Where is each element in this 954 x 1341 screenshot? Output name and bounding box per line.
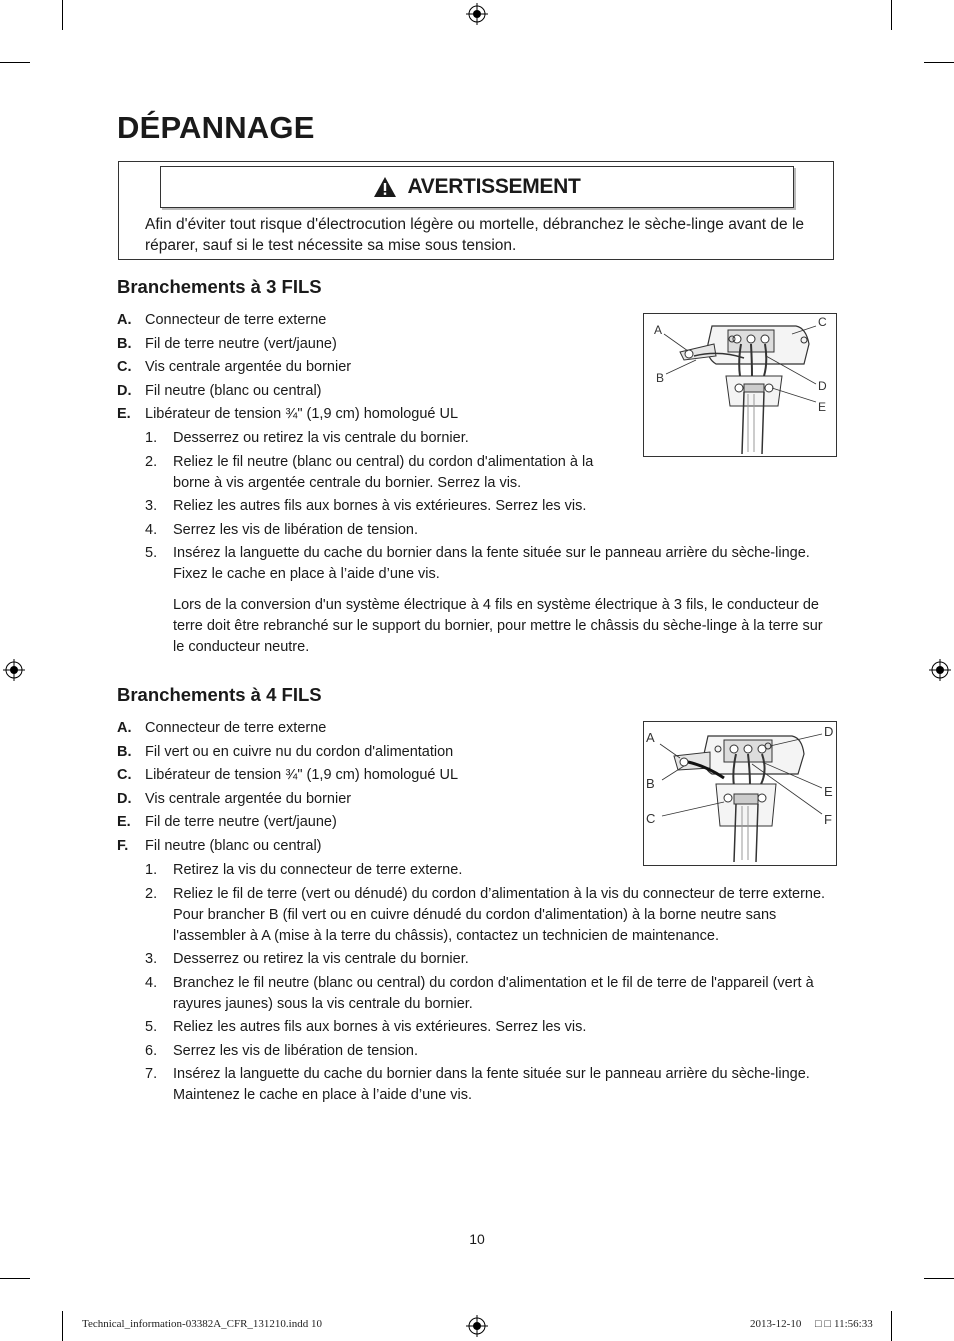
- section-title-4-wire: Branchements à 4 FILS: [117, 684, 322, 705]
- list-item: A. Connecteur de terre externe: [117, 720, 327, 736]
- list-item: E. Fil de terre neutre (vert/jaune): [117, 814, 337, 831]
- list-item: F. Fil neutre (blanc ou central): [117, 837, 322, 854]
- conversion-note: Lors de la conversion d'un système électrique à 4 fils en système électrique à 3 fils, le conducteur de terre doit être rebranché sur le support du bornier, pour mettre le châssis du sèche-linge à la terre sur le conducteur neutre.: [173, 597, 823, 655]
- crop-mark: [924, 62, 954, 63]
- crop-mark: [0, 62, 30, 63]
- terminal-block-illustration: [644, 722, 836, 865]
- list-item: 2. Reliez le fil de terre (vert ou dénudé) du cordon d’alimentation à la vis du connecteur de terre externe. Pour brancher B (fil vert ou en cuivre dénudé du cordon d'alimentation) à la borne neutre sans l'assembler à A (mise à la terre du châssis), contactez un technicien de maintenance.: [145, 885, 826, 944]
- crop-mark: [924, 1278, 954, 1279]
- figure-label-d: D: [824, 724, 834, 739]
- parts-list-3-wire: [117, 309, 458, 427]
- list-item: C. Libérateur de tension ¾" (1,9 cm) homologué UL: [117, 767, 459, 784]
- parts-list-4-wire: [117, 717, 458, 859]
- registration-mark-icon: [466, 3, 488, 25]
- diagram-4-wire: [643, 721, 837, 866]
- warning-triangle-icon: [373, 176, 397, 198]
- figure-label-c: C: [818, 315, 827, 329]
- figure-label-c: C: [646, 811, 656, 826]
- page-title: DÉPANNAGE: [117, 110, 315, 145]
- figure-label-d: D: [818, 379, 827, 393]
- warning-header: [160, 166, 794, 208]
- crop-mark: [0, 1278, 30, 1279]
- list-item: 6. Serrez les vis de libération de tension.: [145, 1042, 419, 1059]
- registration-mark-icon: [929, 659, 951, 681]
- figure-label-e: E: [824, 784, 833, 799]
- list-item: B. Fil de terre neutre (vert/jaune): [117, 335, 337, 352]
- list-item: 1. Retirez la vis du connecteur de terre externe.: [145, 862, 463, 878]
- list-item: 7. Insérez la languette du cache du bornier dans la fente située sur le panneau arrière du sèche-linge. Maintenez le cache en place à l’aide d’une vis.: [145, 1066, 810, 1103]
- figure-label-a: A: [646, 730, 655, 745]
- crop-mark: [891, 0, 892, 30]
- list-item: 1. Desserrez ou retirez la vis centrale du bornier.: [145, 430, 469, 446]
- crop-mark: [62, 1311, 63, 1341]
- list-item: C. Vis centrale argentée du bornier: [117, 359, 352, 376]
- list-item: 3. Desserrez ou retirez la vis centrale du bornier.: [145, 951, 469, 967]
- warning-label: AVERTISSEMENT: [407, 175, 581, 198]
- warning-text: Afin d'éviter tout risque d'électrocution légère ou mortelle, débranchez le sèche-linge avant de le réparer, sauf si le test nécessite sa mise sous tension.: [145, 216, 805, 254]
- footer-date: 2013-12-10: [750, 1318, 802, 1330]
- figure-label-f: F: [824, 812, 832, 827]
- list-item: D. Fil neutre (blanc ou central): [117, 382, 322, 399]
- list-item: 4. Serrez les vis de libération de tension.: [145, 521, 419, 538]
- footer-time-marker: □ □: [815, 1318, 832, 1330]
- list-item: D. Vis centrale argentée du bornier: [117, 790, 352, 807]
- list-item: 3. Reliez les autres fils aux bornes à vis extérieures. Serrez les vis.: [145, 498, 587, 514]
- registration-mark-icon: [466, 1315, 488, 1337]
- terminal-block-illustration: [644, 314, 836, 456]
- list-item: 5. Reliez les autres fils aux bornes à vis extérieures. Serrez les vis.: [145, 1019, 587, 1035]
- footer-filename: Technical_information-03382A_CFR_131210.indd 10: [82, 1318, 322, 1330]
- crop-mark: [62, 0, 63, 30]
- registration-mark-icon: [3, 659, 25, 681]
- list-item: A. Connecteur de terre externe: [117, 312, 327, 328]
- page-number: 10: [469, 1231, 485, 1247]
- figure-label-b: B: [656, 371, 665, 385]
- figure-label-e: E: [818, 400, 827, 414]
- figure-label-b: B: [646, 776, 655, 791]
- footer-time: 11:56:33: [834, 1318, 873, 1330]
- section-title-3-wire: Branchements à 3 FILS: [117, 276, 322, 297]
- list-item: 5. Insérez la languette du cache du bornier dans la fente située sur le panneau arrière du sèche-linge. Fixez le cache en place à l’aide d’une vis.: [145, 545, 810, 582]
- steps-list-4-wire: [117, 860, 837, 1109]
- list-item: 4. Branchez le fil neutre (blanc ou central) du cordon d'alimentation et le fil de terre de l'appareil (vert à rayures jaunes) sous la vis centrale du bornier.: [145, 974, 814, 1012]
- crop-mark: [891, 1311, 892, 1341]
- list-item: B. Fil vert ou en cuivre nu du cordon d'alimentation: [117, 743, 454, 760]
- list-item: E. Libérateur de tension ¾" (1,9 cm) homologué UL: [117, 406, 459, 423]
- diagram-3-wire: [643, 313, 837, 457]
- figure-label-a: A: [654, 323, 663, 337]
- list-item: 2. Reliez le fil neutre (blanc ou central) du cordon d'alimentation à la borne à vis argentée centrale du bornier. Serrez la vis.: [145, 453, 594, 491]
- warning-box: [118, 161, 834, 260]
